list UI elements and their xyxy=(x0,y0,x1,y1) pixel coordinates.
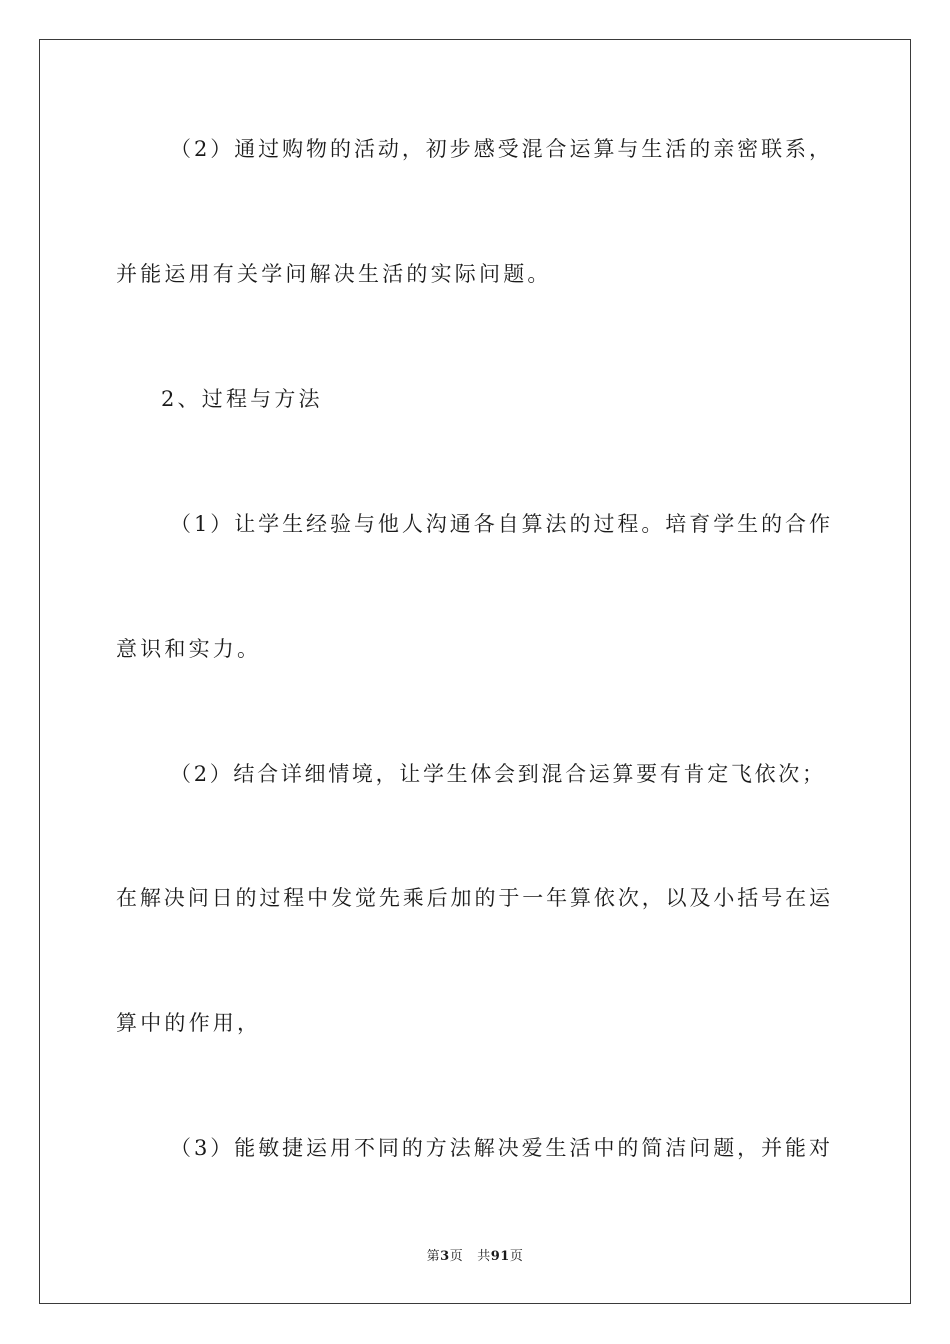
total-suffix: 页 xyxy=(509,1249,524,1264)
section-heading: 2、过程与方法 xyxy=(161,387,323,411)
paragraph-line: 意识和实力。 xyxy=(116,637,262,661)
total-pages: 91 xyxy=(490,1249,510,1264)
paragraph-line: 并能运用有关学问解决生活的实际问题。 xyxy=(116,262,552,286)
paragraph-line: 在解决问日的过程中发觉先乘后加的于一年算依次，以及小括号在运 xyxy=(116,886,830,910)
page-number: 3 xyxy=(440,1249,450,1264)
total-prefix: 共 xyxy=(477,1249,491,1264)
page-prefix: 第 xyxy=(426,1249,441,1264)
page-footer xyxy=(0,1248,950,1266)
paragraph-line: （1）让学生经验与他人沟通各自算法的过程。培育学生的合作 xyxy=(170,512,830,536)
paragraph-line: （3）能敏捷运用不同的方法解决爱生活中的简洁问题，并能对 xyxy=(170,1136,830,1160)
page-suffix: 页 xyxy=(449,1249,464,1264)
paragraph-line: （2）结合详细情境，让学生体会到混合运算要有肯定飞依次； xyxy=(170,762,823,786)
paragraph-line: 算中的作用， xyxy=(116,1011,262,1035)
paragraph-line: （2）通过购物的活动，初步感受混合运算与生活的亲密联系， xyxy=(170,137,830,161)
page-border xyxy=(39,39,911,1304)
